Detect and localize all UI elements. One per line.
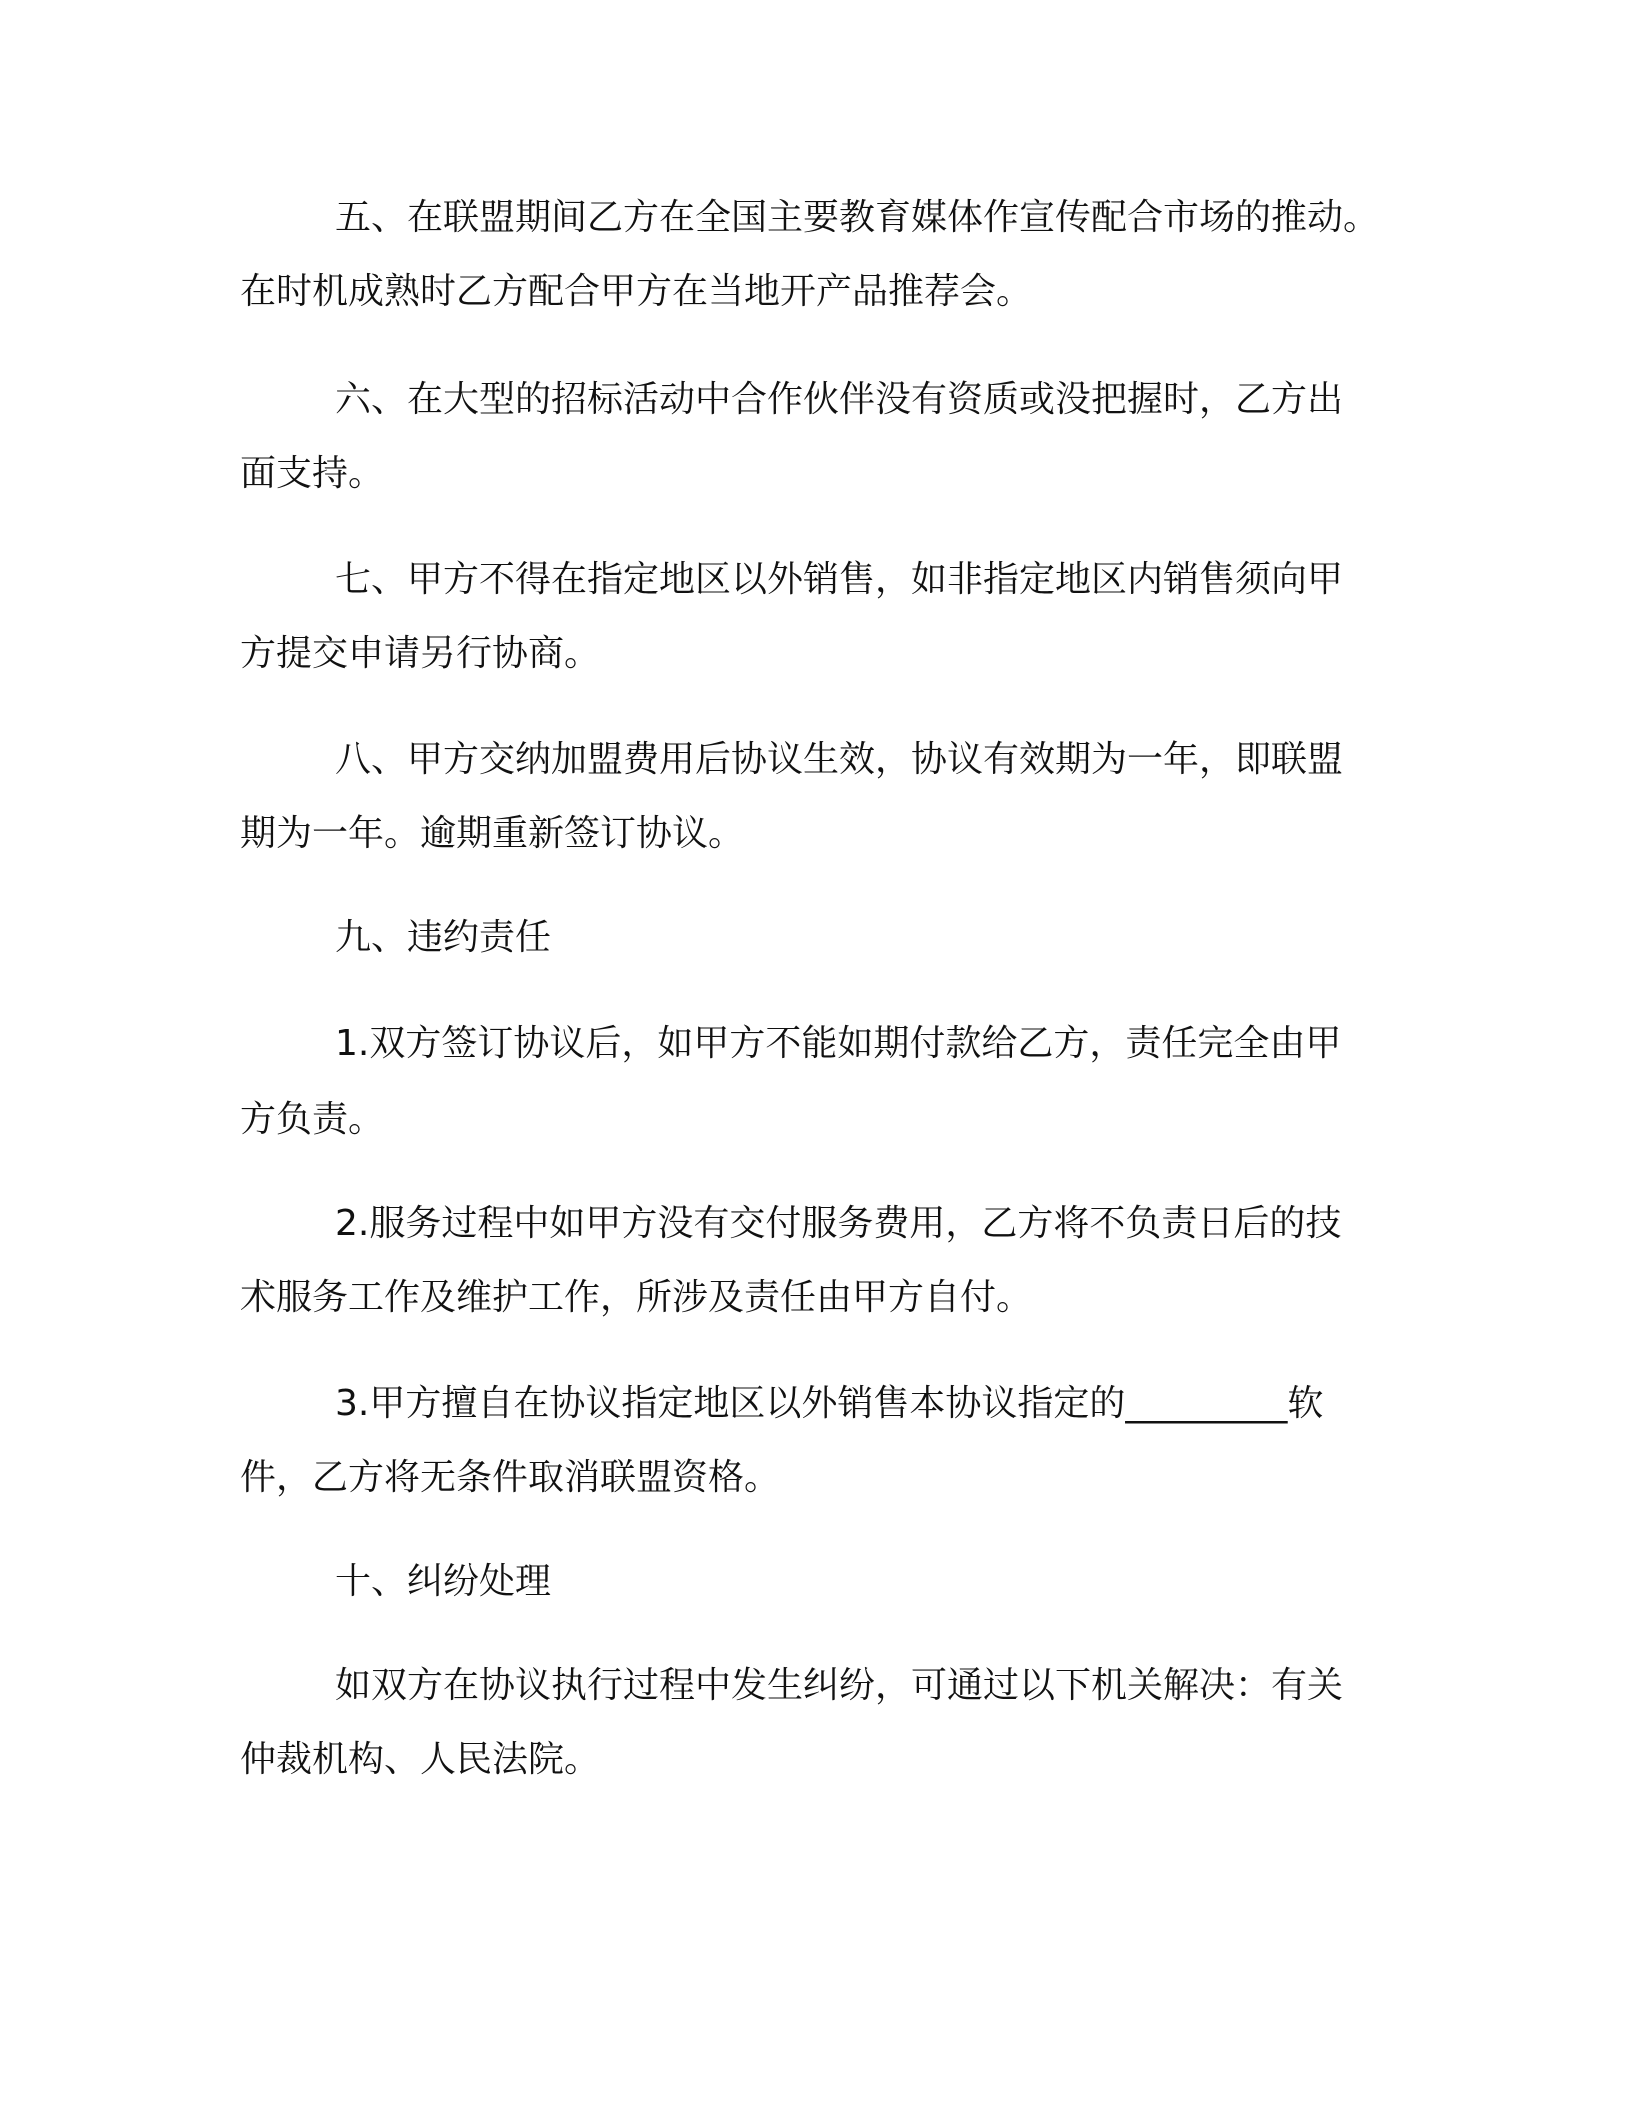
paragraph-line: 方负责。	[240, 1099, 385, 1140]
paragraph-line: 如双方在协议执行过程中发生纠纷，可通过以下机关解决：有关	[335, 1665, 1344, 1706]
paragraph-line: 仲裁机构、人民法院。	[240, 1739, 601, 1780]
paragraph-line: 2.服务过程中如甲方没有交付服务费用，乙方将不负责日后的技	[335, 1203, 1342, 1244]
paragraph-line: 七、甲方不得在指定地区以外销售，如非指定地区内销售须向甲	[335, 559, 1344, 600]
paragraph-line: 期为一年。逾期重新签订协议。	[240, 813, 745, 854]
paragraph-line: 面支持。	[240, 453, 385, 494]
section-heading: 九、违约责任	[335, 917, 552, 958]
paragraph-line: 六、在大型的招标活动中合作伙伴没有资质或没把握时，乙方出	[335, 379, 1344, 420]
paragraph-line: 1.双方签订协议后，如甲方不能如期付款给乙方，责任完全由甲	[335, 1023, 1342, 1064]
paragraph-line: 五、在联盟期间乙方在全国主要教育媒体作宣传配合市场的推动。	[335, 197, 1380, 238]
paragraph-line: 件，乙方将无条件取消联盟资格。	[240, 1457, 781, 1498]
section-heading: 十、纠纷处理	[335, 1561, 552, 1602]
paragraph-line: 八、甲方交纳加盟费用后协议生效，协议有效期为一年，即联盟	[335, 739, 1344, 780]
paragraph-line: 3.甲方擅自在协议指定地区以外销售本协议指定的_________软	[335, 1383, 1324, 1424]
paragraph-line: 在时机成熟时乙方配合甲方在当地开产品推荐会。	[240, 271, 1033, 312]
paragraph-line: 方提交申请另行协商。	[240, 633, 601, 674]
paragraph-line: 术服务工作及维护工作，所涉及责任由甲方自付。	[240, 1277, 1033, 1318]
